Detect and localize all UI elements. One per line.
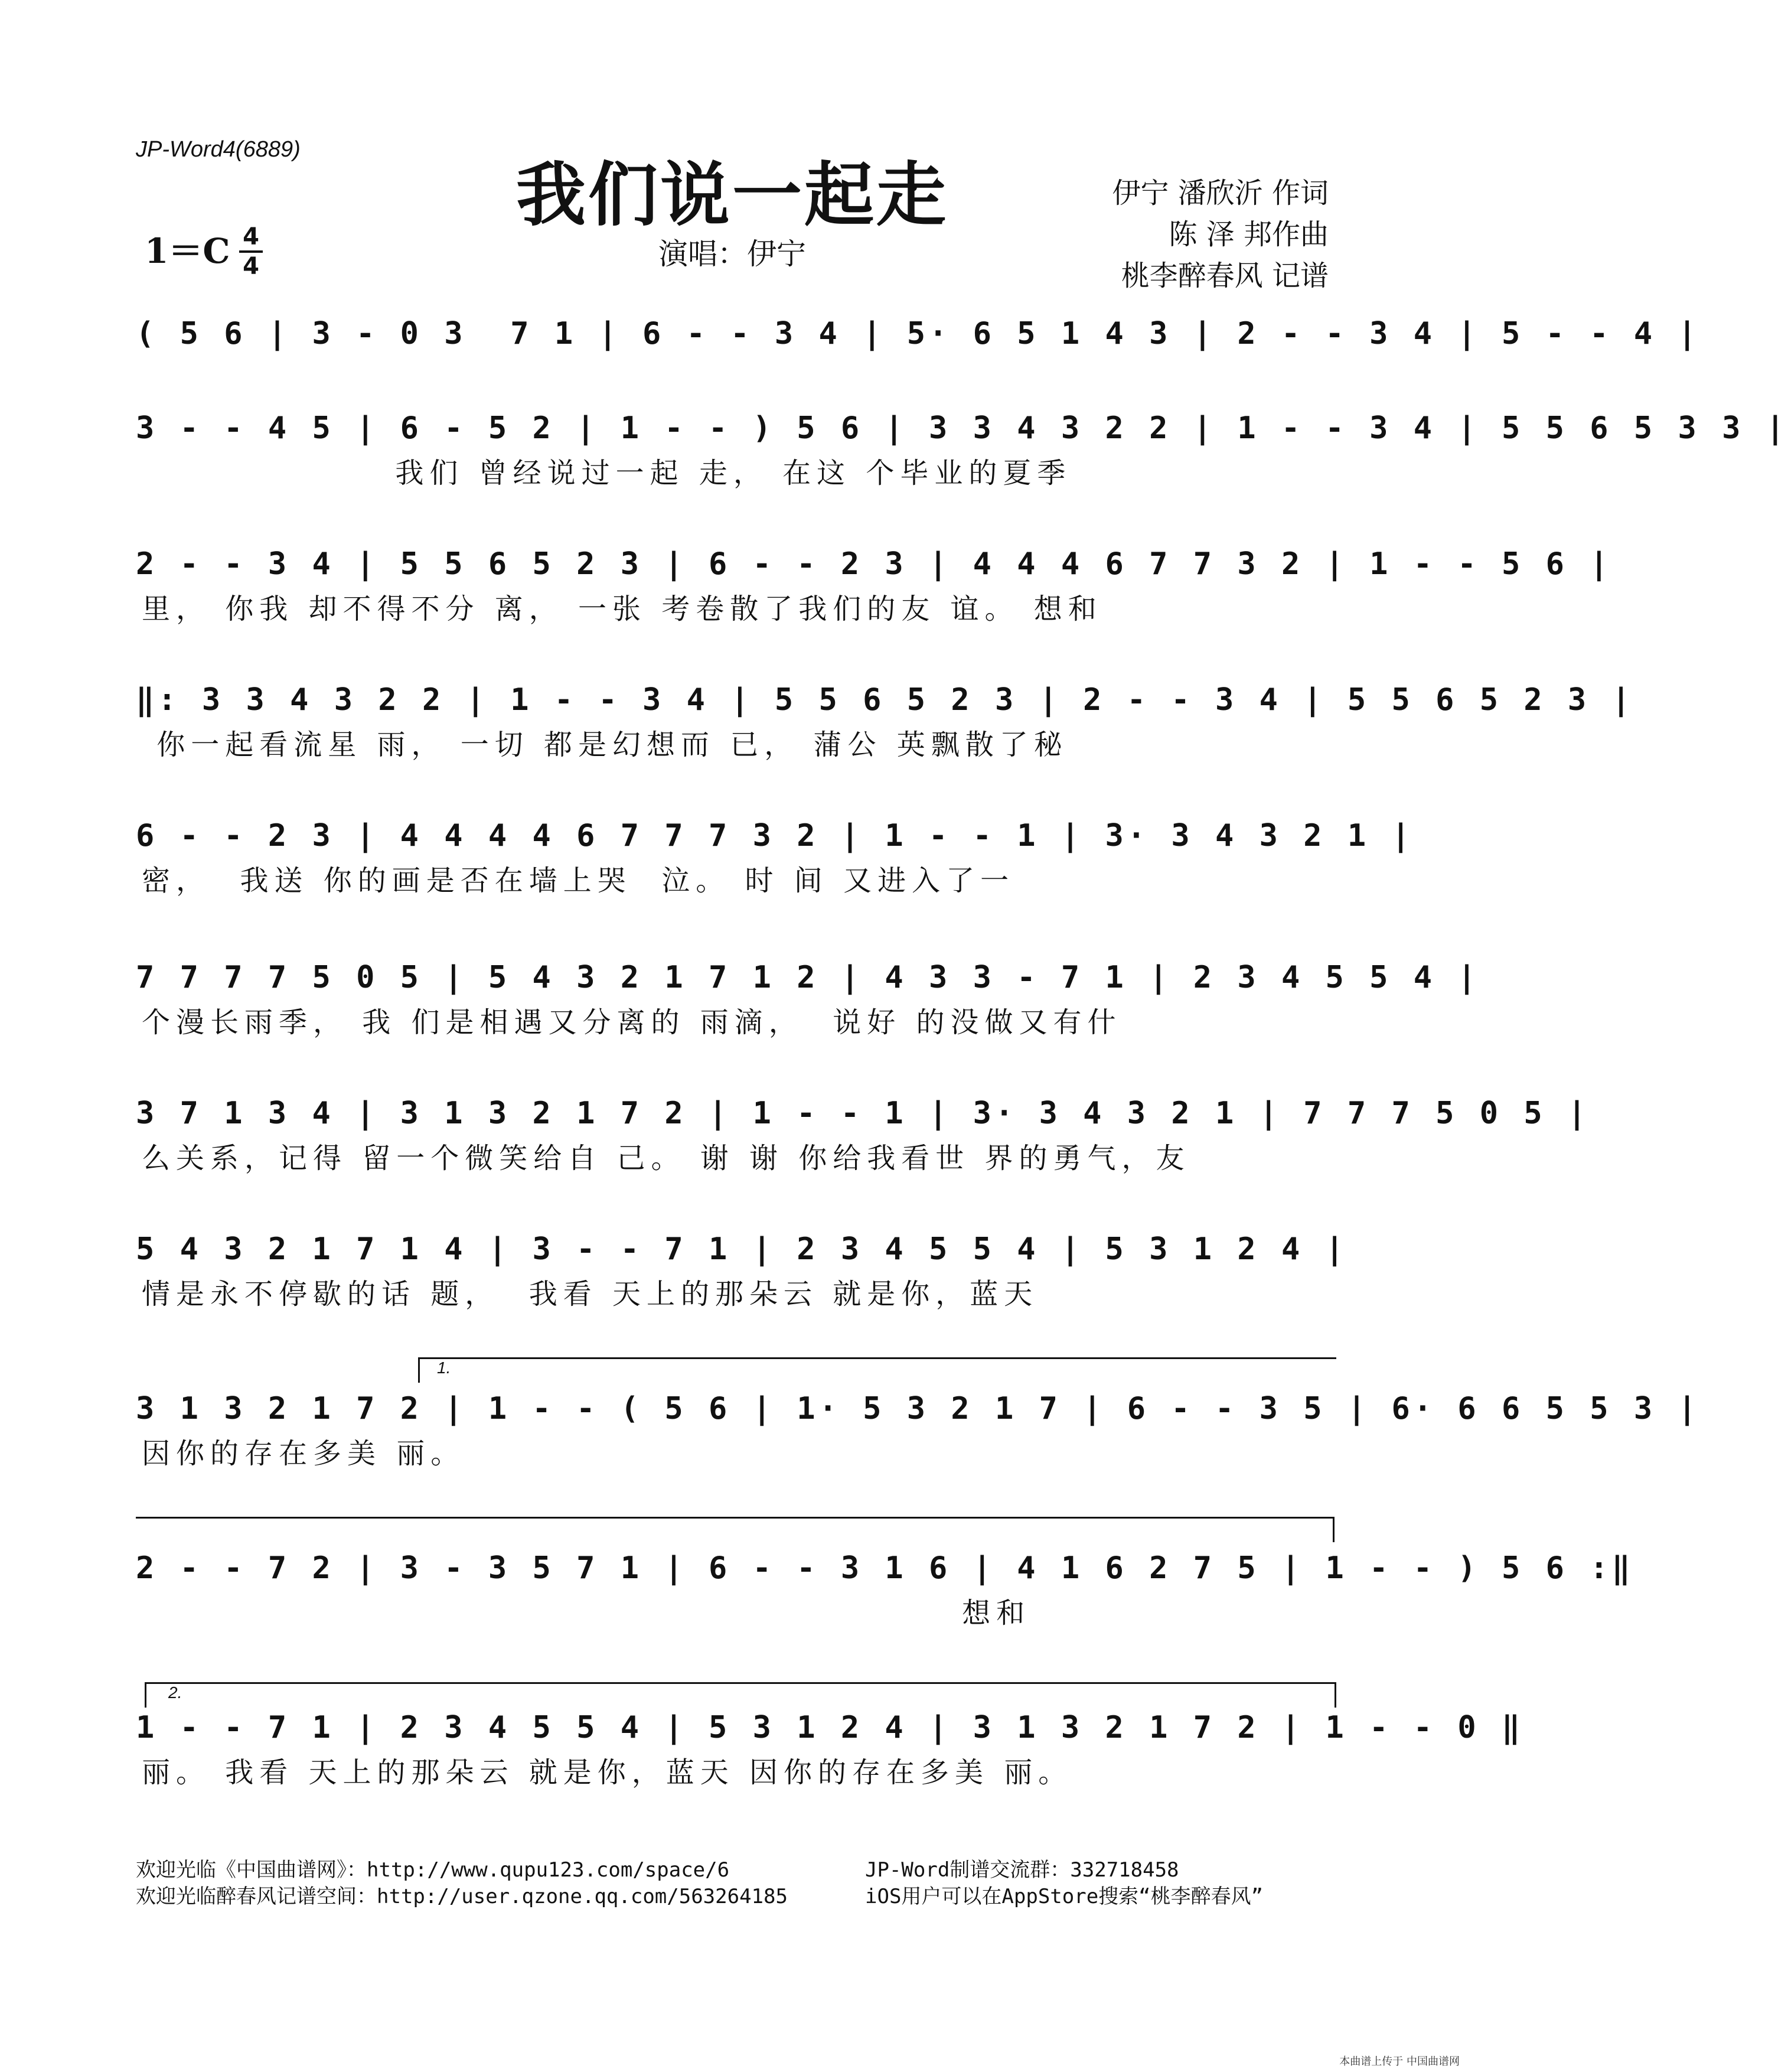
lyric-line: 么关系，记得 留一个微笑给自 己。 谢 谢 你给我看世 界的勇气，友 <box>142 1142 1190 1175</box>
score-system-1 <box>136 313 1700 359</box>
lyric-line: 情是永不停歇的话 题， 我看 天上的那朵云 就是你，蓝天 <box>142 1278 1039 1311</box>
lyric-line: 想和 <box>142 1597 1031 1630</box>
lyric-line: 丽。 我看 天上的那朵云 就是你，蓝天 因你的存在多美 丽。 <box>142 1756 1073 1789</box>
first-ending-bracket <box>418 1357 1336 1383</box>
lyric-line: 因你的存在多美 丽。 <box>142 1437 465 1470</box>
notation-line: 6 - - 2 3 | 4 4 4 4 6 7 7 7 3 2 | 1 - - 1 | 3· 3 4 3 2 1 | <box>136 818 1414 853</box>
notation-line: 2 - - 3 4 | 5 5 6 5 2 3 | 6 - - 2 3 | 4 4 4 6 7 7 3 2 | 1 - - 5 6 | <box>136 546 1612 582</box>
song-title: 我们说一起走 <box>515 154 948 236</box>
key-signature: 1＝C <box>145 231 230 271</box>
lyric-line: 你一起看流星 雨， 一切 都是幻想而 已， 蒲公 英飘散了秘 <box>142 728 1068 761</box>
footer-site-link[interactable]: 欢迎光临《中国曲谱网》：http://www.qupu123.com/space/6 <box>136 1858 730 1882</box>
notation-line: 7 7 7 7 5 0 5 | 5 4 3 2 1 7 1 2 | 4 3 3 - 7 1 | 2 3 4 5 5 4 | <box>136 960 1480 995</box>
lyric-line: 我们 曾经说过一起 走， 在这 个毕业的夏季 <box>142 457 1072 490</box>
notation-line: 3 7 1 3 4 | 3 1 3 2 1 7 2 | 1 - - 1 | 3· 3 4 3 2 1 | 7 7 7 5 0 5 | <box>136 1096 1590 1131</box>
second-ending-label: 2. <box>168 1683 182 1702</box>
meter-numerator: 4 <box>243 223 259 250</box>
time-signature <box>239 224 263 279</box>
notation-line: 1 - - 7 1 | 2 3 4 5 5 4 | 5 3 1 2 4 | 3 1 3 2 1 7 2 | 1 - - 0 ‖ <box>136 1710 1524 1745</box>
notation-line: 3 1 3 2 1 7 2 | 1 - - ( 5 6 | 1· 5 3 2 1 7 | 6 - - 3 5 | 6· 6 6 5 5 3 | <box>136 1391 1700 1426</box>
first-ending-label: 1. <box>437 1358 451 1377</box>
software-version: JP-Word4(6889) <box>136 137 301 162</box>
singer-credit: 演唱：伊宁 <box>658 237 806 271</box>
score-system-4 <box>136 679 1634 764</box>
meter-denominator: 4 <box>243 253 259 280</box>
notation-line: ( 5 6 | 3 - 0 3 7 1 | 6 - - 3 4 | 5· 6 5 1 4 3 | 2 - - 3 4 | 5 - - 4 | <box>136 316 1700 351</box>
upload-watermark: 本曲谱上传于 中国曲谱网 <box>1339 2055 1460 2068</box>
score-system-6 <box>136 957 1480 1042</box>
notation-line: 3 - - 4 5 | 6 - 5 2 | 1 - - ) 5 6 | 3 3 4 3 2 2 | 1 - - 3 4 | 5 5 6 5 3 3 | <box>136 411 1788 446</box>
notation-line: ‖: 3 3 4 3 2 2 | 1 - - 3 4 | 5 5 6 5 2 3 | 2 - - 3 4 | 5 5 6 5 2 3 | <box>136 682 1634 718</box>
footer-group-info: JP-Word制谱交流群：332718458 <box>865 1858 1179 1882</box>
lyric-line: 里， 你我 却不得不分 离， 一张 考卷散了我们的友 谊。 想和 <box>142 592 1102 625</box>
lyric-line: 密， 我送 你的画是否在墙上哭 泣。 时 间 又进入了一 <box>142 864 1015 897</box>
footer-ios-info: iOS用户可以在AppStore搜索“桃李醉春风” <box>865 1885 1264 1908</box>
first-ending-continuation <box>136 1517 1335 1542</box>
composer-credit: 陈 泽 邦作曲 <box>1169 218 1329 251</box>
score-system-11 <box>136 1707 1524 1792</box>
score-system-3 <box>136 543 1612 628</box>
score-system-5 <box>136 815 1414 900</box>
score-system-8 <box>136 1229 1347 1314</box>
score-system-7 <box>136 1093 1590 1178</box>
score-system-9 <box>136 1388 1700 1473</box>
lyricist-credit: 伊宁 潘欣沂 作词 <box>1112 177 1329 210</box>
notation-line: 2 - - 7 2 | 3 - 3 5 7 1 | 6 - - 3 1 6 | 4 1 6 2 7 5 | 1 - - ) 5 6 :‖ <box>136 1550 1634 1586</box>
notation-line: 5 4 3 2 1 7 1 4 | 3 - - 7 1 | 2 3 4 5 5 4 | 5 3 1 2 4 | <box>136 1232 1347 1267</box>
transcriber-credit: 桃李醉春风 记谱 <box>1121 259 1329 292</box>
score-system-2 <box>136 408 1788 493</box>
footer-qzone-link[interactable]: 欢迎光临醉春风记谱空间：http://user.qzone.qq.com/563264185 <box>136 1885 788 1908</box>
lyric-line: 个漫长雨季， 我 们是相遇又分离的 雨滴， 说好 的没做又有什 <box>142 1006 1122 1039</box>
second-ending-bracket <box>145 1682 1336 1708</box>
score-system-10 <box>136 1548 1634 1633</box>
